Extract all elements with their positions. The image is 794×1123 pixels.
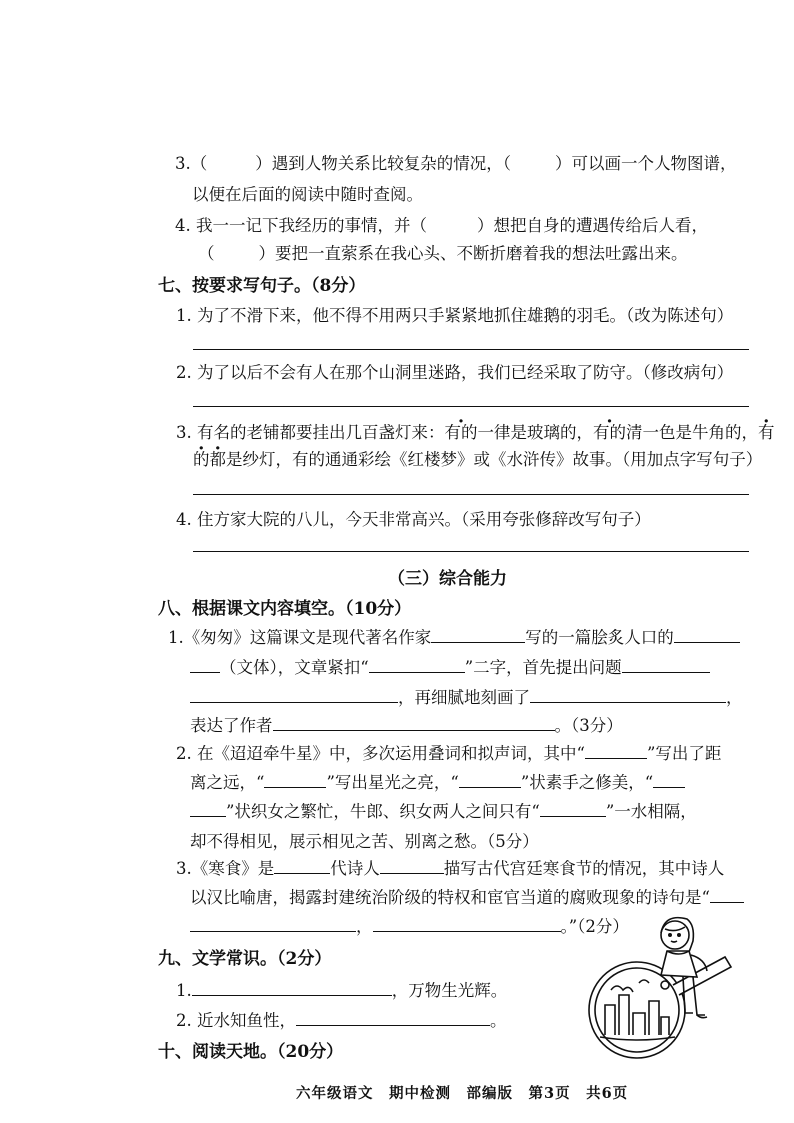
blank[interactable] bbox=[653, 771, 685, 788]
q8-item1-line1 bbox=[168, 626, 740, 650]
text: 代诗人 bbox=[330, 859, 380, 878]
q8-item2-line2 bbox=[190, 771, 685, 795]
blank[interactable] bbox=[459, 771, 521, 788]
girl-with-magnifier-illustration bbox=[575, 905, 755, 1065]
blank[interactable] bbox=[511, 153, 555, 169]
text: ）要把一直萦系在我心头、不断折磨着我的想法吐露出来。 bbox=[258, 244, 688, 263]
text: ”二字，首先提出问题 bbox=[464, 658, 622, 677]
blank[interactable] bbox=[273, 714, 555, 731]
section-heading-q7: 七、按要求写句子。（8分） bbox=[158, 276, 366, 296]
dotted-word: 都 bbox=[209, 450, 226, 469]
text: 。 bbox=[490, 1011, 507, 1030]
blank[interactable] bbox=[373, 915, 561, 932]
blank[interactable] bbox=[190, 656, 220, 673]
text: 3.《寒食》是 bbox=[176, 859, 275, 878]
q8-item1-line2 bbox=[190, 656, 710, 680]
q7-sentence-3-line2 bbox=[193, 448, 762, 472]
text: 一律是玻璃的， bbox=[477, 423, 593, 442]
text: 2. 近水知鱼性， bbox=[176, 1011, 296, 1030]
text: ， bbox=[356, 917, 373, 936]
text: 1. bbox=[176, 981, 192, 1000]
text: 2. 在《迢迢牵牛星》中，多次运用叠词和拟声词，其中“ bbox=[176, 744, 585, 763]
text: 离之远，“ bbox=[190, 773, 265, 792]
blank[interactable] bbox=[622, 656, 710, 673]
q7-sentence-1: 1. 为了不滑下来，他不得不用两只手紧紧地抓住雄鹅的羽毛。（改为陈述句） bbox=[176, 306, 734, 325]
blank[interactable] bbox=[215, 243, 259, 259]
text: 写的一篇脍炙人口的 bbox=[525, 628, 674, 647]
blank[interactable] bbox=[380, 857, 444, 874]
blank[interactable] bbox=[192, 979, 392, 996]
text: ，再细腻地刻画了 bbox=[398, 688, 530, 707]
section-heading-q9: 九、文学常识。（2分） bbox=[158, 949, 332, 969]
q8-item2-line1 bbox=[176, 742, 721, 766]
blank[interactable] bbox=[674, 626, 740, 643]
text: ， bbox=[726, 688, 743, 707]
dotted-word: 有 bbox=[758, 423, 775, 442]
dotted-word: 的 bbox=[193, 450, 210, 469]
blank[interactable] bbox=[369, 656, 465, 673]
blank[interactable] bbox=[585, 742, 647, 759]
text: ”写出星光之亮，“ bbox=[326, 773, 459, 792]
text: 以汉比喻唐，揭露封建统治阶级的特权和宦官当道的腐败现象的诗句是“ bbox=[190, 888, 710, 907]
blank[interactable] bbox=[530, 686, 726, 703]
text: 是纱灯，有的通通彩绘《红楼梦》或《水浒传》故事。（用加点字写句子） bbox=[226, 450, 763, 469]
text: 。”（2分） bbox=[560, 917, 629, 936]
q8-item1-line4 bbox=[190, 714, 623, 738]
item-number: 3.（ bbox=[175, 154, 208, 173]
blank[interactable] bbox=[190, 915, 356, 932]
q8-item3-line3 bbox=[190, 915, 629, 939]
text: 清一色是牛角的， bbox=[626, 423, 758, 442]
blank[interactable] bbox=[710, 886, 744, 903]
q9-item2 bbox=[176, 1009, 507, 1033]
blank[interactable] bbox=[427, 215, 477, 231]
text: 表达了作者 bbox=[190, 716, 273, 735]
part-title: （三）综合能力 bbox=[388, 569, 507, 589]
section-heading-q10: 十、阅读天地。（20分） bbox=[158, 1042, 344, 1062]
text: ）可以画一个人物图谱， bbox=[555, 154, 737, 173]
q6-item4-line2 bbox=[198, 242, 688, 266]
q8-item2-line4: 却不得相见，展示相见之苦、别离之愁。（5分） bbox=[190, 832, 539, 851]
q8-item1-line3 bbox=[190, 686, 743, 710]
q6-item3-line2: 以便在后面的阅读中随时查阅。 bbox=[192, 185, 423, 204]
q6-item4-line1 bbox=[175, 214, 708, 238]
text: ，万物生光辉。 bbox=[391, 981, 508, 1000]
answer-line[interactable] bbox=[193, 551, 749, 552]
blank[interactable] bbox=[540, 800, 606, 817]
blank[interactable] bbox=[190, 800, 226, 817]
blank[interactable] bbox=[190, 686, 398, 703]
text: 3. 有名的老铺都要挂出几百盏灯来： bbox=[176, 423, 445, 442]
answer-line[interactable] bbox=[193, 406, 749, 407]
section-heading-q8: 八、根据课文内容填空。（10分） bbox=[158, 599, 412, 619]
text: ）遇到人物关系比较复杂的情况，（ bbox=[255, 154, 511, 173]
dotted-word: 有的 bbox=[593, 423, 626, 442]
text: ）想把自身的遭遇传给后人看， bbox=[477, 216, 708, 235]
text: （文体），文章紧扣“ bbox=[220, 658, 369, 677]
blank[interactable] bbox=[264, 771, 326, 788]
text: 1.《匆匆》这篇课文是现代著名作家 bbox=[168, 628, 432, 647]
blank[interactable] bbox=[431, 626, 525, 643]
text: 。（3分） bbox=[554, 716, 623, 735]
text: 描写古代宫廷寒食节的情况，其中诗人 bbox=[443, 859, 725, 878]
text: ”状织女之繁忙，牛郎、织女两人之间只有“ bbox=[226, 802, 540, 821]
text: ”一水相隔， bbox=[605, 802, 697, 821]
q9-item1 bbox=[176, 979, 507, 1003]
text: ”写出了距 bbox=[646, 744, 722, 763]
q8-item2-line3 bbox=[190, 800, 697, 824]
q7-sentence-2: 2. 为了以后不会有人在那个山洞里迷路，我们已经采取了防守。（修改病句） bbox=[176, 363, 734, 382]
blank[interactable] bbox=[296, 1009, 490, 1026]
blank[interactable] bbox=[207, 153, 255, 169]
answer-line[interactable] bbox=[193, 494, 749, 495]
text: （ bbox=[198, 244, 215, 263]
page-footer: 六年级语文 期中检测 部编版 第3页 共6页 bbox=[296, 1085, 629, 1102]
q7-sentence-3-line1 bbox=[176, 421, 775, 445]
text: 4. 我一一记下我经历的事情，并（ bbox=[175, 216, 427, 235]
dotted-word: 有的 bbox=[444, 423, 478, 442]
q6-item3-line1 bbox=[175, 152, 737, 176]
q7-sentence-4: 4. 住方家大院的八儿，今天非常高兴。（采用夸张修辞改写句子） bbox=[176, 510, 651, 529]
blank[interactable] bbox=[274, 857, 330, 874]
text: ”状素手之修美，“ bbox=[520, 773, 654, 792]
q8-item3-line1 bbox=[176, 857, 724, 881]
answer-line[interactable] bbox=[193, 349, 749, 350]
